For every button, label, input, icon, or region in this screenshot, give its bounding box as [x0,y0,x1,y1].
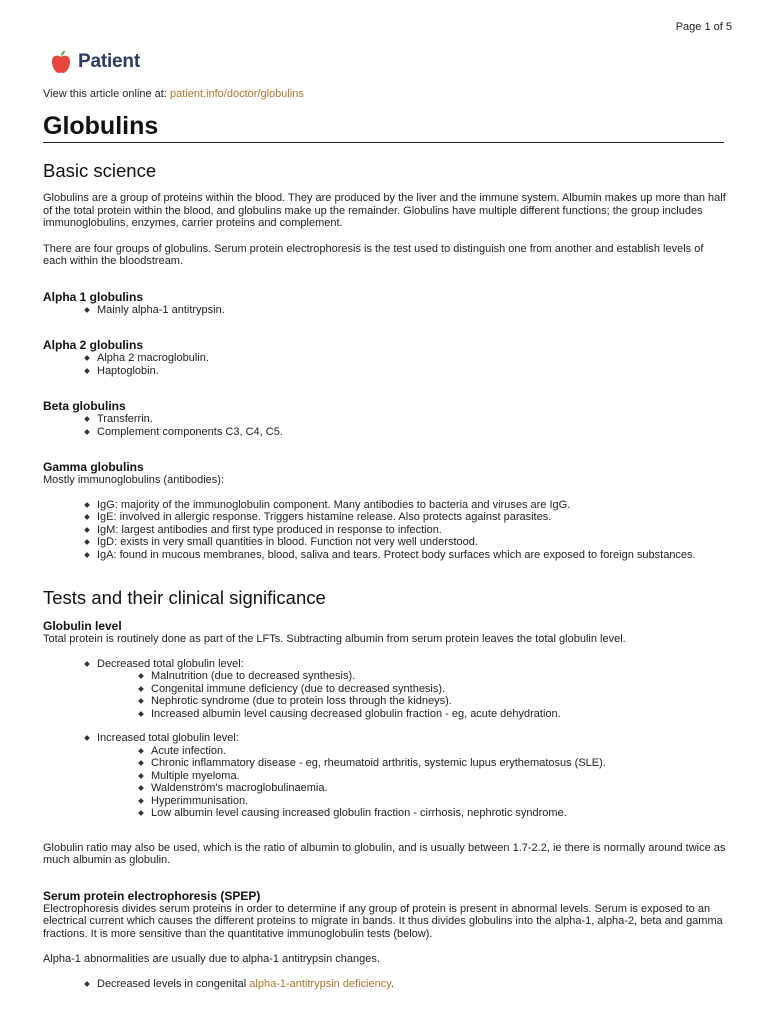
list-alpha-2 [43,352,728,377]
page-title: Globulins [43,112,724,143]
sublist-item: Malnutrition (due to decreased synthesis). [151,670,728,683]
sublist-item: Congenital immune deficiency (due to decreased synthesis). [151,683,728,696]
list-item: IgM: largest antibodies and first type produced in response to infection. [97,524,728,537]
online-prefix: View this article online at: [43,88,170,100]
list-increased [43,732,728,820]
list-spep [43,978,728,991]
subheading-spep: Serum protein electrophoresis (SPEP) [43,888,261,903]
sublist-item: Waldenström's macroglobulinaemia. [151,782,728,795]
sublist-item: Acute infection. [151,745,728,758]
list-item: Mainly alpha-1 antitrypsin. [97,304,728,317]
patient-logo[interactable] [50,50,140,74]
list-decreased [43,658,728,721]
subheading-globulin-level: Globulin level [43,619,122,633]
list-item: Haptoglobin. [97,365,728,378]
list-item [97,732,728,820]
subheading-beta: Beta globulins [43,399,126,413]
sublist-item: Hyperimmunisation. [151,795,728,808]
paragraph: Globulins are a group of proteins within the blood. They are produced by the liver and the immune system. Albumin makes up more than half of the total protein within the blood, and globulins make up the remainder. Globulins have multiple different functions; the group includes immunoglobulins, enzymes, carrier proteins and complement. [43,192,726,229]
list-alpha-1 [43,304,728,317]
a1at-deficiency-link[interactable]: alpha-1-antitrypsin deficiency [249,977,391,990]
list-gamma [43,499,728,562]
article-body [43,156,728,990]
paragraph: Electrophoresis divides serum proteins in order to determine if any group of protein is present in abnormal levels. Serum is exposed to an electrical current which causes the different proteins to migrate in bands. It thus divides globulins into the alpha-1, alpha-2, beta and gamma fractions. It is more sensitive than the quantitative immunoglobulin tests (below). [43,902,723,940]
subheading-gamma: Gamma globulins [43,460,144,474]
list-item [97,658,728,721]
sublist-item: Multiple myeloma. [151,770,728,783]
paragraph: Mostly immunoglobulins (antibodies): [43,474,224,486]
sublist-item: Chronic inflammatory disease - eg, rheumatoid arthritis, systemic lupus erythematosus (SLE). [151,757,728,770]
list-item: IgD: exists in very small quantities in blood. Function not very well understood. [97,536,728,549]
sublist-increased [97,745,728,820]
page-number: Page 1 of 5 [675,21,732,33]
online-link-line [43,88,304,100]
sublist-item: Increased albumin level causing decreased globulin fraction - eg, acute dehydration. [151,708,728,721]
list-item: IgE: involved in allergic response. Triggers histamine release. Also protects against parasites. [97,511,728,524]
list-item [97,978,728,991]
list-item: IgG: majority of the immunoglobulin component. Many antibodies to bacteria and viruses are IgG. [97,499,728,512]
sublist-item: Nephrotic syndrome (due to protein loss through the kidneys). [151,695,728,708]
section-heading-basic-science: Basic science [43,160,157,181]
list-item-prefix: Decreased levels in congenital [97,977,250,990]
list-item: Transferrin. [97,413,728,426]
list-beta [43,413,728,438]
list-item: Complement components C3, C4, C5. [97,426,728,439]
sublist-item: Low albumin level causing increased globulin fraction - cirrhosis, nephrotic syndrome. [151,807,728,820]
paragraph: Alpha-1 abnormalities are usually due to alpha-1 antitrypsin changes. [43,953,380,965]
list-item-label: Increased total globulin level: [97,732,239,744]
article-url-link[interactable]: patient.info/doctor/globulins [169,88,304,100]
apple-logo-icon [50,50,72,74]
brand-name: Patient [78,51,140,72]
paragraph: Total protein is routinely done as part of the LFTs. Subtracting albumin from serum protein leaves the total globulin level. [43,633,626,645]
list-item: Alpha 2 macroglobulin. [97,352,728,365]
paragraph: Globulin ratio may also be used, which is the ratio of albumin to globulin, and is usually between 1.7-2.2, ie there is normally around twice as much albumin as globulin. [43,841,726,866]
subheading-alpha-1: Alpha 1 globulins [43,289,144,304]
list-item: IgA: found in mucous membranes, blood, saliva and tears. Protect body surfaces which are exposed to foreign substances. [97,549,728,562]
paragraph: There are four groups of globulins. Serum protein electrophoresis is the test used to distinguish one from another and establish levels of each within the bloodstream. [43,242,704,267]
subheading-alpha-2: Alpha 2 globulins [43,338,144,352]
list-item-label: Decreased total globulin level: [97,657,244,670]
list-item-suffix: . [390,977,394,990]
section-heading-tests: Tests and their clinical significance [43,587,326,608]
sublist-decreased [97,670,728,720]
